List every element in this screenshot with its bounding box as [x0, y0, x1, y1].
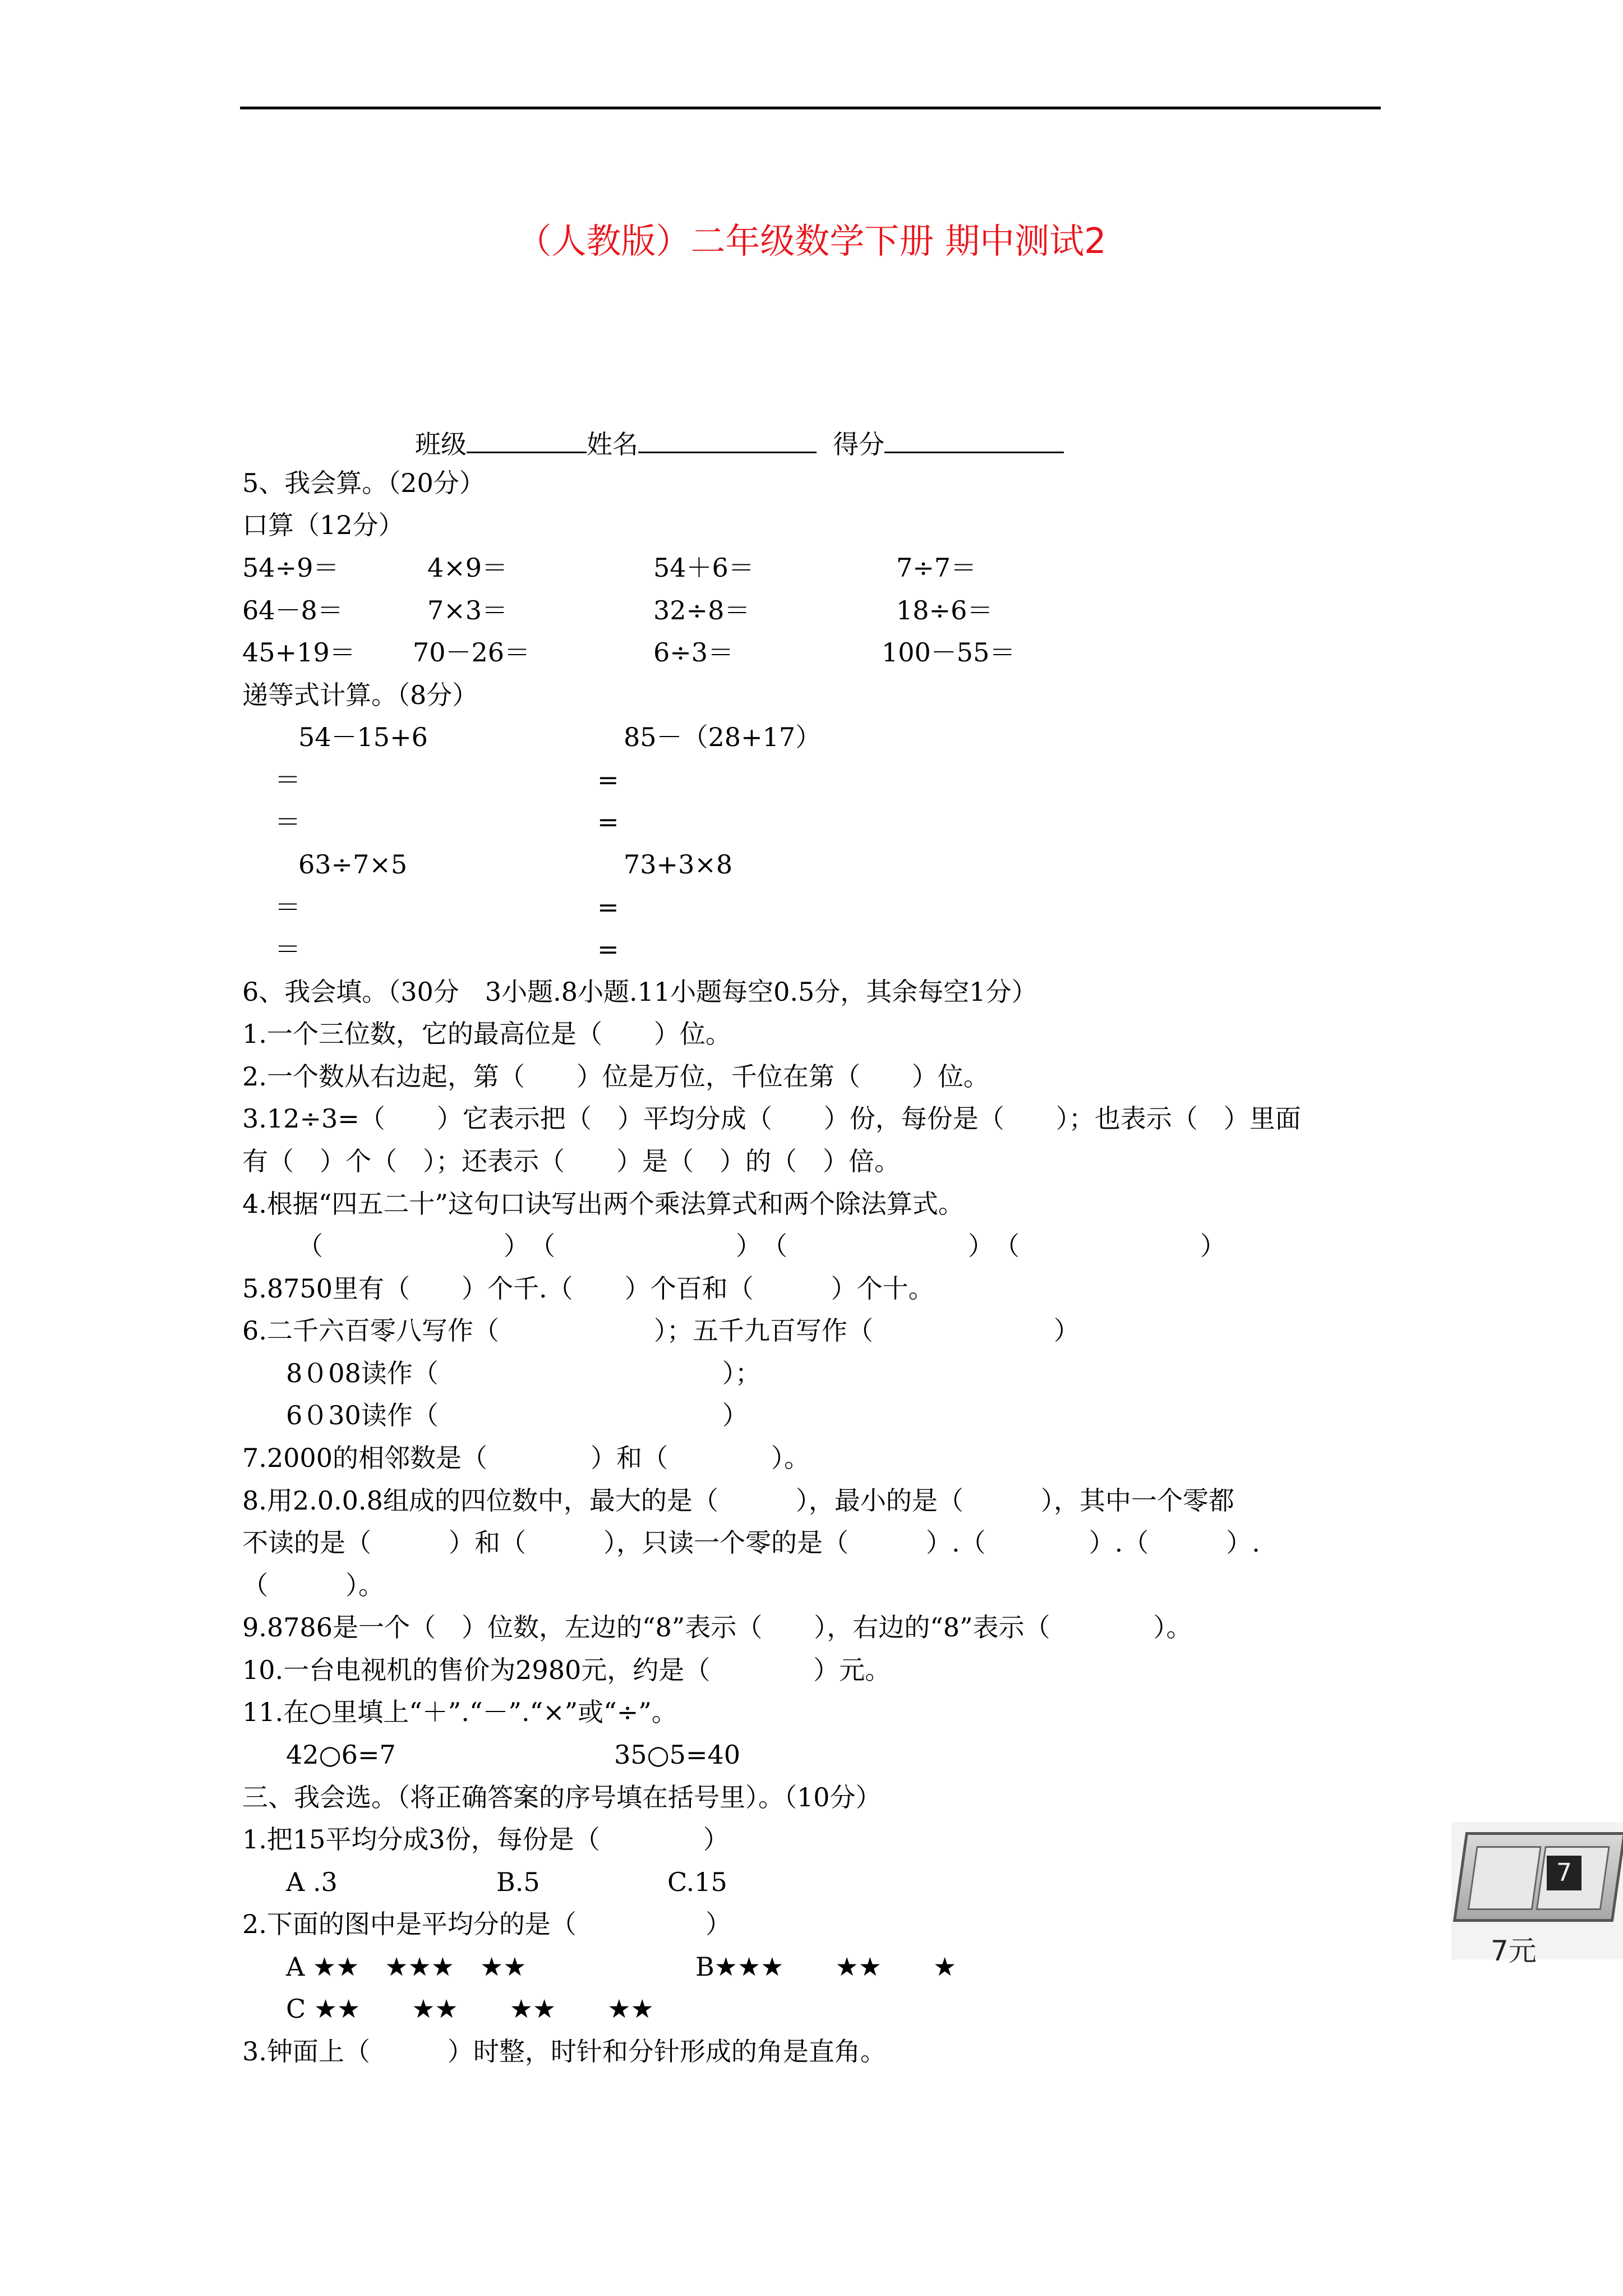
oral-item: 45+19＝ — [242, 637, 356, 668]
question-line: 8.用2.0.0.8组成的四位数中，最大的是（ ），最小的是（ ），其中一个零都 — [242, 1485, 1234, 1516]
option: A .3 — [286, 1867, 338, 1897]
step-expression: 85－（28+17） — [624, 722, 822, 752]
section-3-heading: 三、我会选。（将正确答案的序号填在括号里）。（10分） — [242, 1782, 882, 1812]
question-line: 3.钟面上（ ）时整，时针和分针形成的角是直角。 — [242, 2036, 886, 2067]
step-equals: ＝ — [275, 892, 301, 922]
star-option-b: B★★★ ★★ ★ — [695, 1952, 957, 1982]
question-line: 2.下面的图中是平均分的是（ ） — [242, 1909, 731, 1939]
oral-item: 7×3＝ — [427, 595, 508, 625]
score-blank[interactable] — [884, 425, 1064, 453]
question-line: 9.8786是一个（ ）位数，左边的“8”表示（ ），右边的“8”表示（ ）。 — [242, 1612, 1192, 1642]
oral-item: 6÷3＝ — [653, 637, 734, 668]
star-option-c: C ★★ ★★ ★★ ★★ — [286, 1994, 654, 2024]
top-rule — [240, 107, 1381, 109]
question-line: 6０30读作（ ） — [286, 1400, 748, 1430]
option: C.15 — [667, 1867, 727, 1897]
question-line: 不读的是（ ）和（ ），只读一个零的是（ ）.（ ）.（ ）. — [242, 1527, 1260, 1558]
answer-brackets: （ ） （ ） （ ） （ ） — [297, 1231, 1226, 1261]
oral-item: 32÷8＝ — [653, 595, 750, 625]
page-title: （人教版）二年级数学下册 期中测试2 — [517, 220, 1106, 261]
step-expression: 63÷7×5 — [298, 849, 408, 880]
circle-equation: 35○5=40 — [614, 1740, 741, 1770]
step-equals: ＝ — [275, 765, 301, 795]
question-line: 1.把15平均分成3份，每份是（ ） — [242, 1824, 729, 1855]
oral-item: 100－55＝ — [882, 637, 1016, 668]
star-option-a: A ★★ ★★★ ★★ — [286, 1952, 527, 1982]
step-equals: ＝ — [275, 934, 301, 964]
score-label: 得分 — [833, 429, 885, 459]
step-heading: 递等式计算。（8分） — [242, 680, 478, 710]
question-line: 3.12÷3=（ ）它表示把（ ）平均分成（ ）份，每份是（ ）；也表示（ ）里面 — [242, 1103, 1301, 1134]
oral-heading: 口算（12分） — [242, 510, 404, 540]
question-line: （ ）。 — [242, 1570, 384, 1600]
step-equals: ＝ — [275, 807, 301, 837]
question-line: 10.一台电视机的售价为2980元，约是（ ）元。 — [242, 1655, 891, 1685]
header-line — [415, 425, 1064, 461]
step-equals: = — [597, 934, 619, 964]
oral-item: 54÷9＝ — [242, 553, 339, 583]
oral-item: 4×9＝ — [427, 553, 508, 583]
option: B.5 — [496, 1867, 540, 1897]
step-equals: = — [597, 765, 619, 795]
oral-item: 18÷6＝ — [896, 595, 993, 625]
class-blank[interactable] — [467, 425, 587, 453]
question-line: 5.8750里有（ ）个千.（ ）个百和（ ）个十。 — [242, 1273, 934, 1304]
oral-item: 7÷7＝ — [896, 553, 977, 583]
step-equals: = — [597, 892, 619, 922]
section-6-heading: 6、我会填。（30分 3小题.8小题.11小题每空0.5分，其余每空1分） — [242, 977, 1038, 1007]
book-icon — [1453, 1832, 1623, 1922]
question-line: 1.一个三位数，它的最高位是（ ）位。 — [242, 1019, 731, 1049]
class-label: 班级 — [415, 429, 467, 459]
price-number: 7 — [1547, 1856, 1581, 1890]
price-caption: 7元 — [1491, 1935, 1537, 1967]
book-price-image — [1451, 1822, 1623, 1967]
question-line: 4.根据“四五二十”这句口诀写出两个乘法算式和两个除法算式。 — [242, 1189, 964, 1219]
question-line: 8０08读作（ ）； — [286, 1358, 761, 1388]
circle-equation: 42○6=7 — [286, 1740, 396, 1770]
question-line: 6.二千六百零八写作（ ）；五千九百写作（ ） — [242, 1315, 1080, 1346]
step-equals: = — [597, 807, 619, 837]
section-5-heading: 5、我会算。（20分） — [242, 468, 485, 498]
question-line: 7.2000的相邻数是（ ）和（ ）。 — [242, 1443, 810, 1473]
question-line: 2.一个数从右边起，第（ ）位是万位，千位在第（ ）位。 — [242, 1061, 989, 1092]
oral-item: 70－26＝ — [413, 637, 531, 668]
question-line: 有（ ）个（ ）；还表示（ ）是（ ）的（ ）倍。 — [242, 1146, 900, 1176]
oral-item: 64－8＝ — [242, 595, 343, 625]
question-line: 11.在○里填上“＋”.“－”.“×”或“÷”。 — [242, 1697, 677, 1727]
name-label: 姓名 — [587, 429, 638, 459]
step-expression: 54－15+6 — [298, 722, 428, 752]
name-blank[interactable] — [638, 425, 817, 453]
oral-item: 54＋6＝ — [653, 553, 754, 583]
step-expression: 73+3×8 — [624, 849, 733, 880]
